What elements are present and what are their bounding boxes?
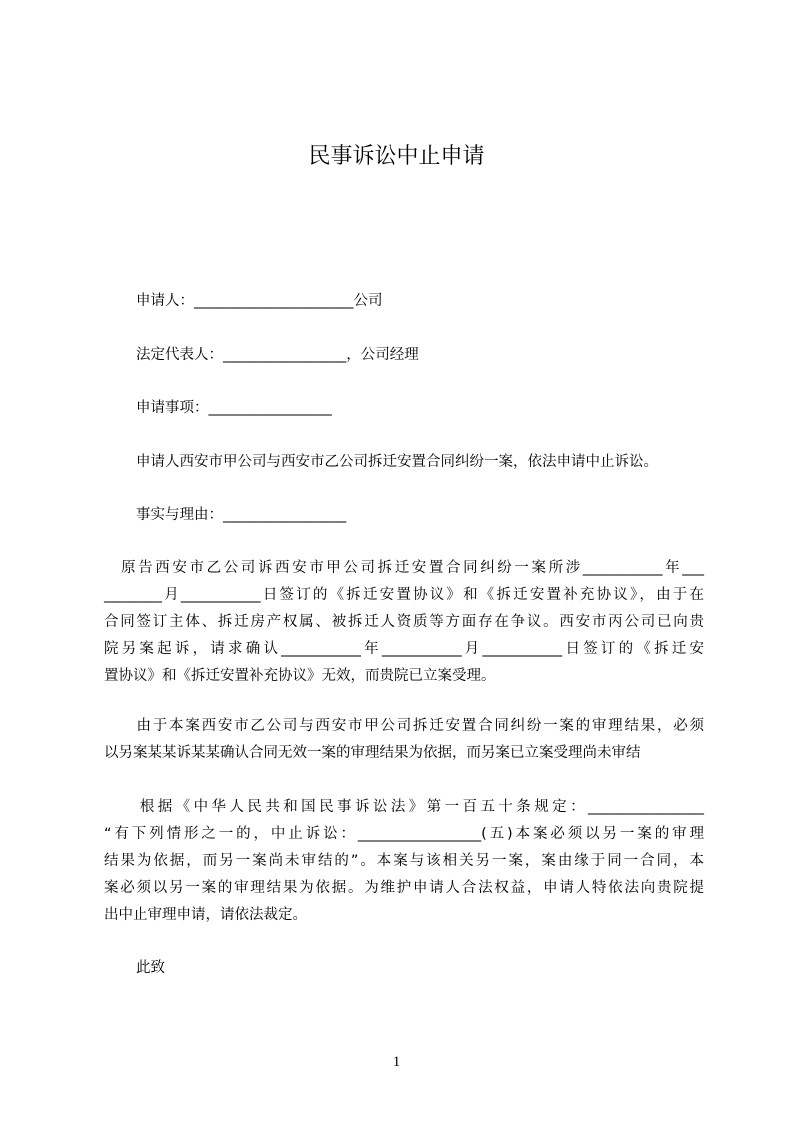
paragraph-line: 原告西安市乙公司诉西安市甲公司拆迁安置合同纠纷一案所涉___________年___: [104, 560, 704, 576]
closing-salutation: 此致: [136, 960, 165, 976]
legal-representative-line: 法定代表人：_________________，公司经理: [136, 347, 419, 363]
paragraph-line: ________月___________日签订的《拆迁安置协议》和《拆迁安置补充协议》，由于在: [104, 587, 704, 603]
request-line: 申请人西安市甲公司与西安市乙公司拆迁安置合同纠纷一案，依法申请中止诉讼。: [136, 454, 658, 470]
page-title: 民事诉讼中止申请: [308, 144, 485, 169]
page-number: 1: [392, 1054, 401, 1070]
reason-paragraph: [104, 713, 704, 767]
facts-paragraph: [104, 555, 704, 690]
paragraph-line: 院另案起诉，请求确认___________年___________月___________日签订的《拆迁安: [104, 641, 704, 657]
paragraph-line: 根据《中华人民共和国民事诉讼法》第一百五十条规定：________________: [104, 799, 704, 815]
application-matter-line: 申请事项：_________________: [136, 400, 332, 416]
paragraph-line: 由于本案西安市乙公司与西安市甲公司拆迁安置合同纠纷一案的审理结果，必须: [104, 718, 704, 734]
paragraph-line: 出中止审理申请，请依法裁定。: [104, 907, 307, 923]
paragraph-line: 合同签订主体、拆迁房产权属、被拆迁人资质等方面存在争议。西安市丙公司已向贵: [104, 614, 704, 630]
paragraph-line: “有下列情形之一的，中止诉讼：_________________(五)本案必须以另一案的审理: [104, 826, 704, 842]
legal-basis-paragraph: [104, 794, 704, 929]
paragraph-line: 案必须以另一案的审理结果为依据。为维护申请人合法权益，申请人特依法向贵院提: [104, 880, 704, 896]
facts-reasons-line: 事实与理由：_________________: [136, 507, 347, 523]
paragraph-line: 置协议》和《拆迁安置补充协议》无效，而贵院已立案受理。: [104, 668, 496, 684]
paragraph-line: 以另案某某诉某某确认合同无效一案的审理结果为依据，而另案已立案受理尚未审结: [104, 745, 641, 761]
paragraph-line: 结果为依据，而另一案尚未审结的”。本案与该相关另一案，案由缘于同一合同，本: [104, 853, 704, 869]
applicant-line: 申请人：______________________公司: [136, 293, 383, 309]
